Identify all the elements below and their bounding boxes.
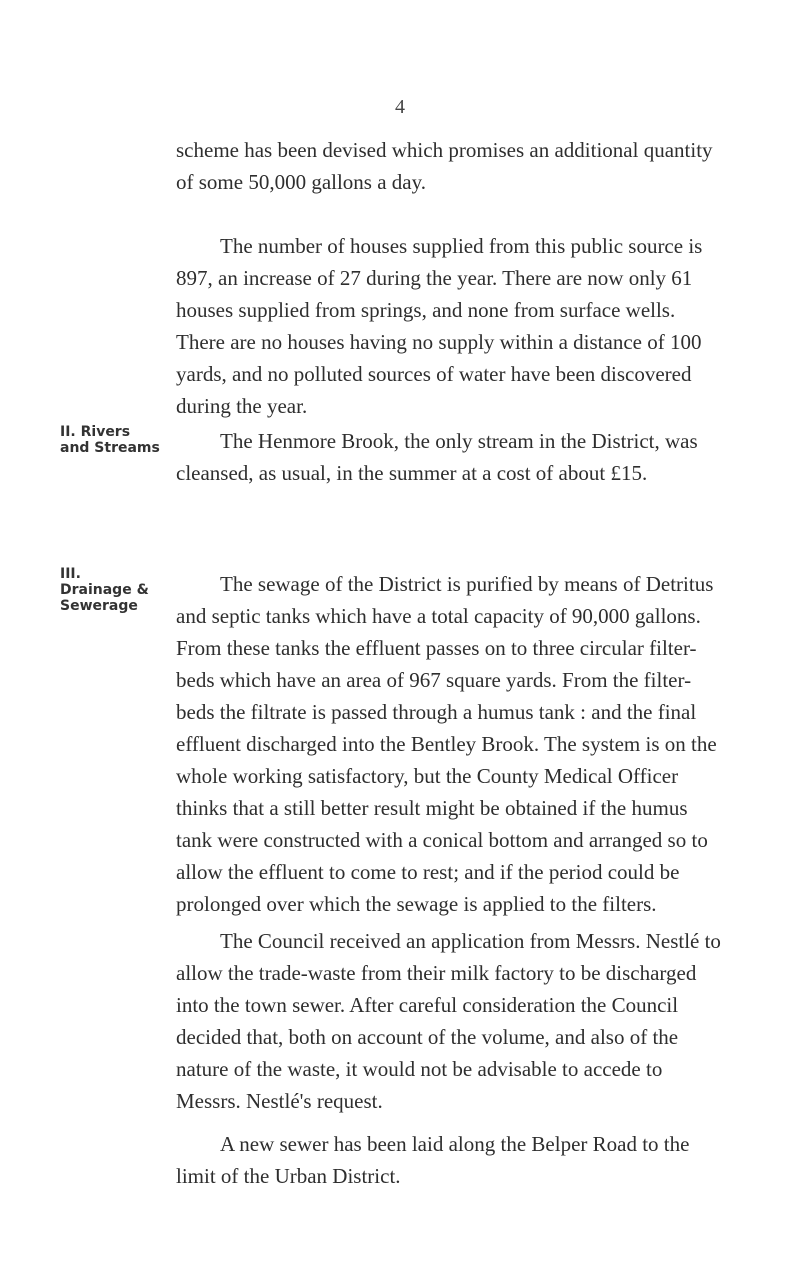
paragraph-nestle-application: The Council received an application from Messrs. Nestlé to allow the trade-waste from their milk factory to be discharged into the town sewer. After careful consideration the Council decided that, both on account of the volume, and also of the nature of the waste, it would not be advisable to accede to Messrs. Nestlé's request. bbox=[176, 929, 721, 1113]
margin-heading-drainage-line3: Sewerage bbox=[60, 598, 138, 614]
margin-heading-rivers-line2: and Streams bbox=[60, 440, 160, 456]
margin-heading-drainage bbox=[60, 566, 160, 614]
paragraph-new-sewer: A new sewer has been laid along the Belper Road to the limit of the Urban District. bbox=[176, 1132, 690, 1188]
paragraph-houses-supplied: The number of houses supplied from this public source is 897, an increase of 27 during the year. There are now only 61 houses supplied from springs, and none from surface wells. There are no houses having no supply within a distance of 100 yards, and no polluted sources of water have been discovered during the year. bbox=[176, 234, 703, 418]
margin-heading-rivers-line1: II. Rivers bbox=[60, 424, 131, 440]
margin-heading-drainage-line2: Drainage & bbox=[60, 582, 149, 598]
paragraph-sewage-purification: The sewage of the District is purified by means of Detritus and septic tanks which have a total capacity of 90,000 gallons. From these tanks the effluent passes on to three circular filter-beds which have an area of 967 square yards. From the filter-beds the filtrate is passed through a humus tank : and the final effluent discharged into the Bentley Brook. The system is on the whole working satisfactory, but the County Medical Officer thinks that a still better result might be obtained if the humus tank were constructed with a conical bottom and arranged so to allow the effluent to come to rest; and if the period could be prolonged over which the sewage is applied to the filters. bbox=[176, 572, 717, 916]
paragraph-henmore-brook: The Henmore Brook, the only stream in the District, was cleansed, as usual, in the summer at a cost of about £15. bbox=[176, 429, 698, 485]
paragraph-water-scheme: scheme has been devised which promises an additional quantity of some 50,000 gallons a day. bbox=[176, 138, 713, 194]
page-number: 4 bbox=[395, 96, 405, 118]
margin-heading-rivers bbox=[60, 424, 160, 456]
margin-heading-drainage-line1: III. bbox=[60, 566, 81, 582]
